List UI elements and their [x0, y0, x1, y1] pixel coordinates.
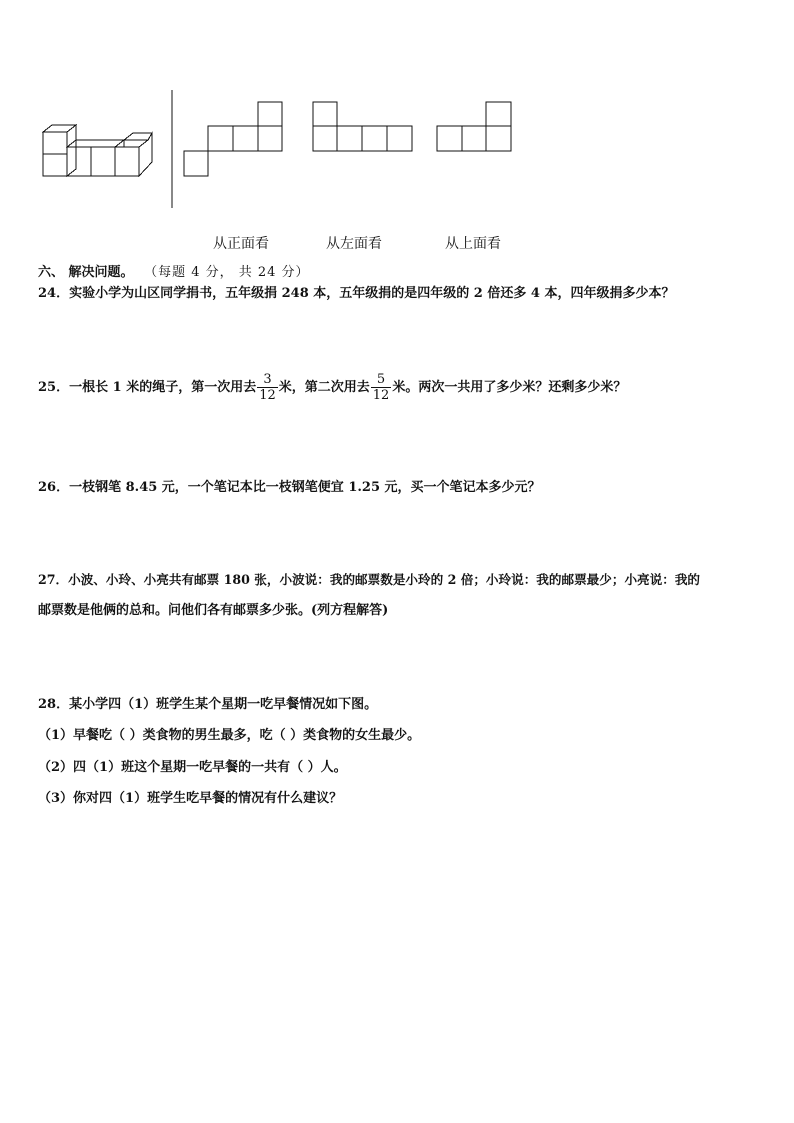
question-28-intro: 28．某小学四（1）班学生某个星期一吃早餐情况如下图。	[38, 697, 378, 712]
view-top-grid	[437, 102, 511, 151]
view-label-front: 从正面看	[213, 236, 269, 252]
q25-part3: 米。两次一共用了多少米？还剩多少米？	[392, 380, 627, 395]
fraction-5-12	[371, 372, 392, 403]
fraction-numerator: 5	[371, 372, 392, 388]
view-label-top: 从上面看	[445, 236, 501, 252]
cube-figure	[0, 85, 560, 215]
section-scoring: （每题 4 分， 共 24 分）	[144, 265, 310, 280]
section-title: 六、 解决问题。	[38, 265, 134, 280]
view-front-grid	[184, 102, 282, 176]
fraction-denominator: 12	[259, 388, 276, 403]
fraction-numerator: 3	[257, 372, 278, 388]
view-label-left: 从左面看	[326, 236, 382, 252]
question-27-line-2: 邮票数是他俩的总和。问他们各有邮票多少张。(列方程解答)	[38, 603, 389, 618]
fraction-3-12	[257, 372, 278, 403]
question-24: 24．实验小学为山区同学捐书，五年级捐 248 本，五年级捐的是四年级的 2 倍还多 4 本，四年级捐多少本？	[38, 286, 675, 301]
question-28-sub-1: （1）早餐吃（ ）类食物的男生最多，吃（ ）类食物的女生最少。	[38, 728, 421, 743]
isometric-cube-solid	[43, 125, 152, 176]
q25-part1: 25．一根长 1 米的绳子，第一次用去	[38, 380, 257, 395]
question-27-line-1: 27．小波、小玲、小亮共有邮票 180 张，小波说：我的邮票数是小玲的 2 倍；小玲说：我的邮票最少；小亮说：我的	[38, 572, 701, 587]
section-heading	[38, 264, 310, 282]
view-left-grid	[313, 102, 412, 151]
q25-part2: 米，第二次用去	[278, 380, 370, 395]
fraction-denominator: 12	[372, 388, 390, 403]
question-25	[38, 370, 626, 406]
question-26: 26．一枝钢笔 8.45 元，一个笔记本比一枝钢笔便宜 1.25 元，买一个笔记本多少元？	[38, 480, 541, 495]
question-28-sub-3: （3）你对四（1）班学生吃早餐的情况有什么建议？	[38, 791, 343, 806]
question-28-sub-2: （2）四（1）班这个星期一吃早餐的一共有（ ）人。	[38, 760, 347, 775]
